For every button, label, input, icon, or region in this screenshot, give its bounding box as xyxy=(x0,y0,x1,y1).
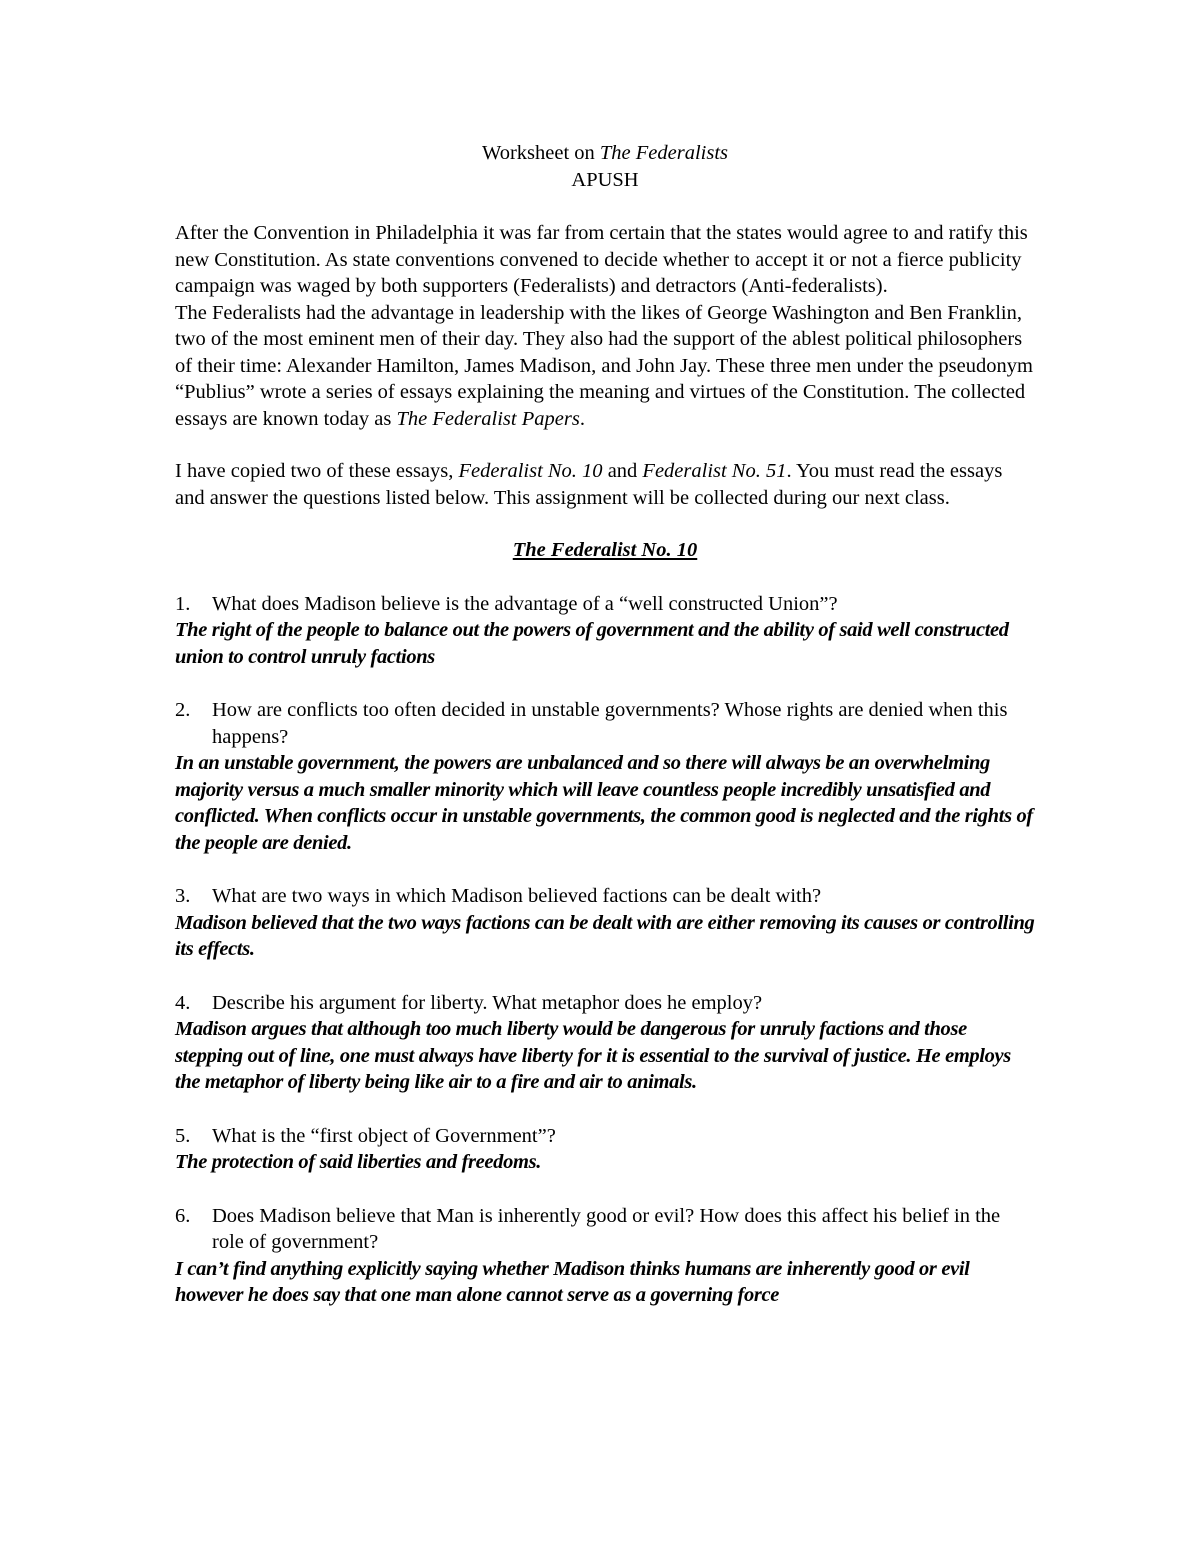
question-text: Does Madison believe that Man is inherently good or evil? How does this affect his belief in the role of government? xyxy=(212,1204,1001,1253)
question-text: How are conflicts too often decided in unstable governments? Whose rights are denied when this happens? xyxy=(212,699,1008,748)
answer-text: In an unstable government, the powers are unbalanced and so there will always be an overwhelming majority versus a much smaller minority which will leave countless people incredibly unsatisfied and conflicted. When conflicts occur in unstable governments, the common good is neglected and the rights of the people are denied. xyxy=(175,752,1033,854)
federalist-papers-title: The Federalist Papers xyxy=(396,407,580,430)
answer-text: Madison argues that although too much liberty would be dangerous for unruly factions and those stepping out of line, one must always have liberty for it is essential to the survival of justice. He employs the metaphor of liberty being like air to a fire and air to animals. xyxy=(175,1018,1011,1093)
question-number: 1. xyxy=(175,592,191,615)
question-prompt xyxy=(175,883,1035,910)
answer-text: The protection of said liberties and freedoms. xyxy=(175,1151,541,1173)
question-number: 3. xyxy=(175,885,191,907)
section-title: The Federalist No. 10 xyxy=(512,539,698,561)
course-name: APUSH xyxy=(571,169,639,191)
federalist-10-ref: Federalist No. 10 xyxy=(458,460,603,482)
assignment-text-3: . You must read the essays and answer the questions listed below. This assignment will be collected during our next class. xyxy=(175,460,1003,509)
question-number: 5. xyxy=(175,1124,191,1147)
question-text: What is the “first object of Government”? xyxy=(212,1124,556,1147)
assignment-paragraph xyxy=(175,458,1035,511)
answer-text: Madison believed that the two ways factions can be dealt with are either removing its causes or controlling its effects. xyxy=(175,911,1035,960)
intro-paragraph-2-end: . xyxy=(579,407,585,430)
question-list xyxy=(175,591,1035,1309)
question-item xyxy=(175,1203,1035,1309)
question-text: What are two ways in which Madison believed factions can be dealt with? xyxy=(212,885,822,907)
question-item xyxy=(175,883,1035,963)
question-text: What does Madison believe is the advantage of a “well constructed Union”? xyxy=(212,592,838,615)
title-prefix: Worksheet on xyxy=(481,142,600,164)
question-number: 4. xyxy=(175,991,191,1014)
title-italic: The Federalists xyxy=(599,142,729,164)
assignment-text-1: I have copied two of these essays, xyxy=(175,460,459,482)
question-prompt xyxy=(175,591,1035,618)
question-prompt xyxy=(175,697,1035,750)
question-item xyxy=(175,591,1035,671)
question-text: Describe his argument for liberty. What metaphor does he employ? xyxy=(212,991,763,1014)
worksheet-content xyxy=(175,140,1035,1309)
intro-paragraph-1: After the Convention in Philadelphia it was far from certain that the states would agree to and ratify this new Constitution. As state conventions convened to decide whether to accept it or not a fierce publicity campaign was waged by both supporters (Federalists) and detractors (Anti-federalists). xyxy=(175,222,1028,297)
question-prompt xyxy=(175,1203,1035,1256)
question-number: 6. xyxy=(175,1204,191,1227)
question-item xyxy=(175,1123,1035,1176)
question-prompt xyxy=(175,1123,1035,1150)
federalist-51-ref: Federalist No. 51 xyxy=(642,460,787,482)
question-item xyxy=(175,990,1035,1096)
answer-text: The right of the people to balance out the powers of government and the ability of said well constructed union to control unruly factions xyxy=(175,619,1009,668)
assignment-text-2: and xyxy=(602,460,643,482)
question-number: 2. xyxy=(175,699,191,721)
intro-paragraph-2-text: The Federalists had the advantage in leadership with the likes of George Washington and Ben Franklin, two of the most eminent men of their day. They also had the support of the ablest political philosophers of their time: Alexander Hamilton, James Madison, and John Jay. These three men under the pseudonym “Publius” wrote a series of essays explaining the meaning and virtues of the Constitution. The collected essays are known today as xyxy=(175,301,1033,430)
worksheet-title xyxy=(175,140,1035,167)
intro-paragraph-2 xyxy=(175,300,1035,433)
question-item xyxy=(175,697,1035,856)
question-prompt xyxy=(175,990,1035,1017)
answer-text: I can’t find anything explicitly saying whether Madison thinks humans are inherently good or evil however he does say that one man alone cannot serve as a governing force xyxy=(175,1257,970,1306)
document-header xyxy=(175,140,1035,194)
